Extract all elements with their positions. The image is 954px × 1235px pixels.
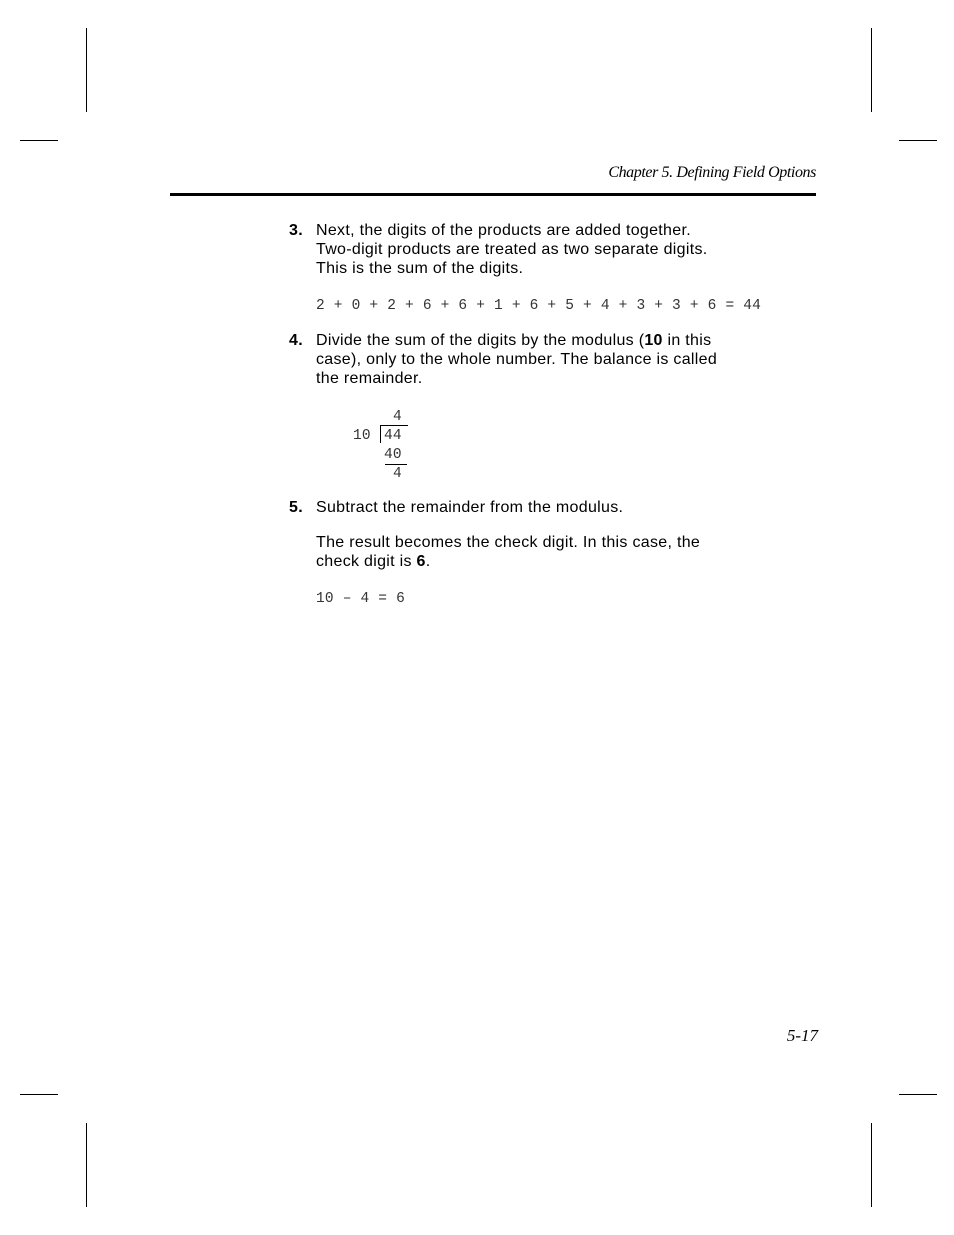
text-segment: in this bbox=[662, 332, 712, 349]
crop-mark-bottom-left-horizontal bbox=[20, 1094, 58, 1095]
division-remainder: 4 bbox=[393, 466, 402, 482]
division-quotient: 4 bbox=[393, 409, 402, 425]
subtraction-example: 10 – 4 = 6 bbox=[316, 591, 406, 607]
division-product: 40 bbox=[384, 447, 402, 463]
step-line bbox=[316, 552, 796, 571]
crop-mark-top-left-horizontal bbox=[20, 140, 58, 141]
step-4 bbox=[289, 331, 809, 391]
division-bracket-top bbox=[380, 425, 408, 426]
chapter-title: Chapter 5. Defining Field Options bbox=[608, 164, 816, 181]
step-line: case), only to the whole number. The balance is called bbox=[316, 351, 718, 368]
step-text bbox=[316, 331, 796, 388]
crop-mark-top-left-vertical bbox=[86, 28, 87, 112]
step-line: Subtract the remainder from the modulus. bbox=[316, 499, 624, 516]
division-subtract-line bbox=[385, 464, 407, 465]
check-digit-value: 6 bbox=[416, 553, 426, 570]
step-line: The result becomes the check digit. In this case, the bbox=[316, 534, 701, 551]
step-text bbox=[316, 498, 796, 571]
division-divisor: 10 bbox=[353, 428, 371, 444]
text-segment: Divide the sum of the digits by the modulus ( bbox=[316, 332, 645, 349]
division-bracket-side bbox=[380, 425, 381, 443]
crop-mark-bottom-left-vertical bbox=[86, 1123, 87, 1207]
step-number: 5. bbox=[289, 499, 303, 516]
step-line bbox=[316, 331, 796, 350]
step-line: Two-digit products are treated as two separate digits. bbox=[316, 241, 708, 258]
crop-mark-bottom-right-horizontal bbox=[899, 1094, 937, 1095]
division-dividend: 44 bbox=[384, 428, 402, 444]
page-number: 5-17 bbox=[786, 1026, 818, 1045]
step-text bbox=[316, 221, 796, 278]
crop-mark-top-right-horizontal bbox=[899, 140, 937, 141]
sum-example: 2 + 0 + 2 + 6 + 6 + 1 + 6 + 5 + 4 + 3 + 3 + 6 = 44 bbox=[316, 298, 762, 314]
step-line: Next, the digits of the products are added together. bbox=[316, 222, 691, 239]
text-segment: check digit is bbox=[316, 553, 417, 570]
step-5 bbox=[289, 498, 809, 578]
crop-mark-top-right-vertical bbox=[871, 28, 872, 112]
step-number: 4. bbox=[289, 332, 303, 349]
step-line: the remainder. bbox=[316, 370, 423, 387]
step-3 bbox=[289, 221, 809, 281]
crop-mark-bottom-right-vertical bbox=[871, 1123, 872, 1207]
step-line: This is the sum of the digits. bbox=[316, 260, 524, 277]
header-rule bbox=[170, 193, 816, 196]
step-number: 3. bbox=[289, 222, 303, 239]
text-segment: . bbox=[425, 553, 431, 570]
modulus-value: 10 bbox=[644, 332, 663, 349]
